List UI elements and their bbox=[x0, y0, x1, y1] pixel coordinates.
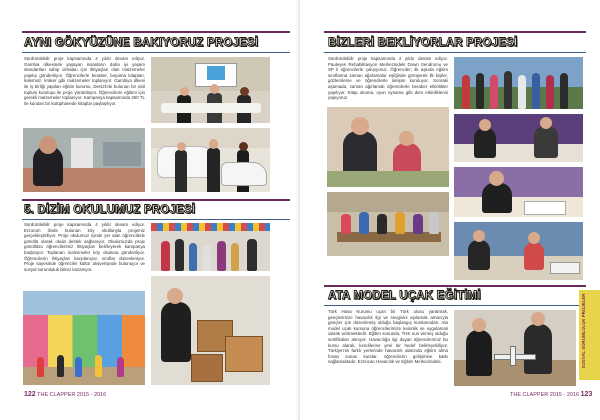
magazine-year: 2015 - 2016 bbox=[76, 392, 107, 398]
section-body-bizleri-bekliyorlar: Sürdürülebilir proje kapsamında 4 yıldır devam ediyor. Pauleyen Rehabilitasyon Merkezindeki Down Sendromu ve SP li öğrencilerle çalışıyoruz. Öğrenciler; ilk aşkıda eğitim sınıflarına zaman ağırlamalar eşliğinde görüşerek ilk kişiler, gözlemleme ve öğrencilerle iletişim kuruluyor. Sonraki aşamada, zaman ağırlamalı öğrencilerle beraber etkinlikler yapılıyor. Kitap okuma, oyun oynama gibi ders etkinliklerini yapıyoruz. bbox=[328, 56, 448, 101]
magazine-year: 2015 - 2016 bbox=[549, 392, 580, 398]
title-rule-bottom bbox=[324, 305, 586, 306]
page-number: 123 bbox=[580, 391, 593, 398]
photo-model-plane-workshop bbox=[453, 309, 577, 387]
photo-kids-group bbox=[150, 222, 271, 272]
title-rule-bottom bbox=[22, 52, 290, 53]
photo-classroom-tables bbox=[326, 191, 450, 257]
title-rule-bottom bbox=[324, 52, 586, 53]
photo-group-dog-cutout bbox=[150, 127, 271, 193]
section-title-ata-model-ucak: ATA MODEL UÇAK EĞİTİMİ bbox=[328, 290, 481, 302]
section-side-tab bbox=[579, 290, 600, 380]
footer-left bbox=[24, 391, 106, 398]
section-body-ata-model-ucak: Türk Hava Kurumu uçan bir Türk ulusu yaratmak, gençlerimize havacılık ilgi ve sevgisini aşılamak amacıyla gençler için düzenlemiş olduğu başlangıç kurslarından; Ata model uçak kursuna öğrencilerimize kesinlik ve uygulamalı olarak verilmektedir. Eğitim sonunda, THK nun vermiş olduğu sertifikaları alınıyor. Havacılığa ilgi duyan öğrencilerimiz bu kursu alarak, kendilerine yeni bir hedef belirleyebiliyor. Türkiye'nin farklı yerlerinde havacılık alanında eğitim alma fırsatı sunan kurslar, öğrencilerin gelişimine katkı sağlamaktadır. Erzincan Havacılık ve Eğitim Merkezindeki. bbox=[328, 309, 448, 365]
section-body-dizim-okulumuz: Sürdürülebilir proje kapsamında 4 yıldır devam ediyor. Erzurum ilinde bulunan köy okullarıyla projemiz gerçekleştiriliyor. Proje okulumuz içinde yer alan öğrencilerle gönüllü olarak okula destek sağlanıyor. Okulumuzda proje gönüllüsü öğrencilerimiz ihtiyaçları belirleyerek kampanya başlatıyor. Toplanan malzemeler köy okuluna gönderiliyor. Öğrencilerin ihtiyaçları karşılanıyor, sınıflar düzenleniyor. Proje sayesinde öğrenciler kültür alışverişinde bulunuyor ve sosyal sorumluluk bilinci kazanıyor. bbox=[24, 222, 145, 272]
photo-classroom-map bbox=[150, 56, 271, 124]
photo-school-building bbox=[22, 290, 146, 386]
footer-right bbox=[510, 391, 592, 398]
magazine-name: THE CLAPPER bbox=[37, 392, 76, 398]
title-rule-top bbox=[22, 31, 290, 33]
title-rule-top bbox=[22, 199, 290, 201]
magazine-name: THE CLAPPER bbox=[510, 392, 549, 398]
photo-donation-boxes bbox=[150, 275, 271, 386]
section-title-bizleri-bekliyorlar: BİZLERİ BEKLİYORLAR PROJESİ bbox=[328, 37, 518, 49]
photo-girl-drawing bbox=[453, 166, 584, 218]
photo-group-outdoors bbox=[453, 56, 584, 110]
section-body-ayni-gokyuzu: Sürdürülebilir proje kapsamında 4 yıldır devam ediyor. Gambia ülkesinde yaşayan insanların daha iyi yaşam standartları sahip olmaları için ihtiyaçları olan malzemeler yapılıp gönderiliyor. Öğrencilerle beraber, boyama kitapları, kalemsiz, kraker gibi malzemeler toplanıyor. Gambiya ülkesi ile iş birliği yapılan eğitim kurumu, Denizli'de bulunan bir sivil toplum kuruluşu ile proje yürütülüyor. Öğrencilerin eğitimi için gerekli malzemeler toplanıyor. Kampanya kapsamında 250 TL ile kurulan bir kütüphanede kitaplar paylaşılıyor. bbox=[24, 56, 145, 106]
section-title-dizim-okulumuz: 5. DİZİM OKULUMUZ PROJESİ bbox=[24, 204, 196, 216]
title-rule-top bbox=[324, 31, 586, 33]
side-tab-label: SOSYAL SORUMLULUK PROJELER bbox=[581, 293, 586, 369]
photo-activity-purple-room bbox=[453, 113, 584, 163]
title-rule-bottom bbox=[22, 219, 290, 220]
photo-student-writing bbox=[22, 127, 146, 193]
section-title-ayni-gokyuzu: AYNI GÖKYÜZÜNE BAKIYORUZ PROJESİ bbox=[24, 37, 259, 49]
page-number: 122 bbox=[24, 391, 36, 398]
photo-kids-at-table bbox=[453, 221, 584, 281]
right-page bbox=[300, 0, 600, 420]
title-rule-top bbox=[324, 285, 586, 287]
photo-child-with-student bbox=[326, 106, 450, 188]
